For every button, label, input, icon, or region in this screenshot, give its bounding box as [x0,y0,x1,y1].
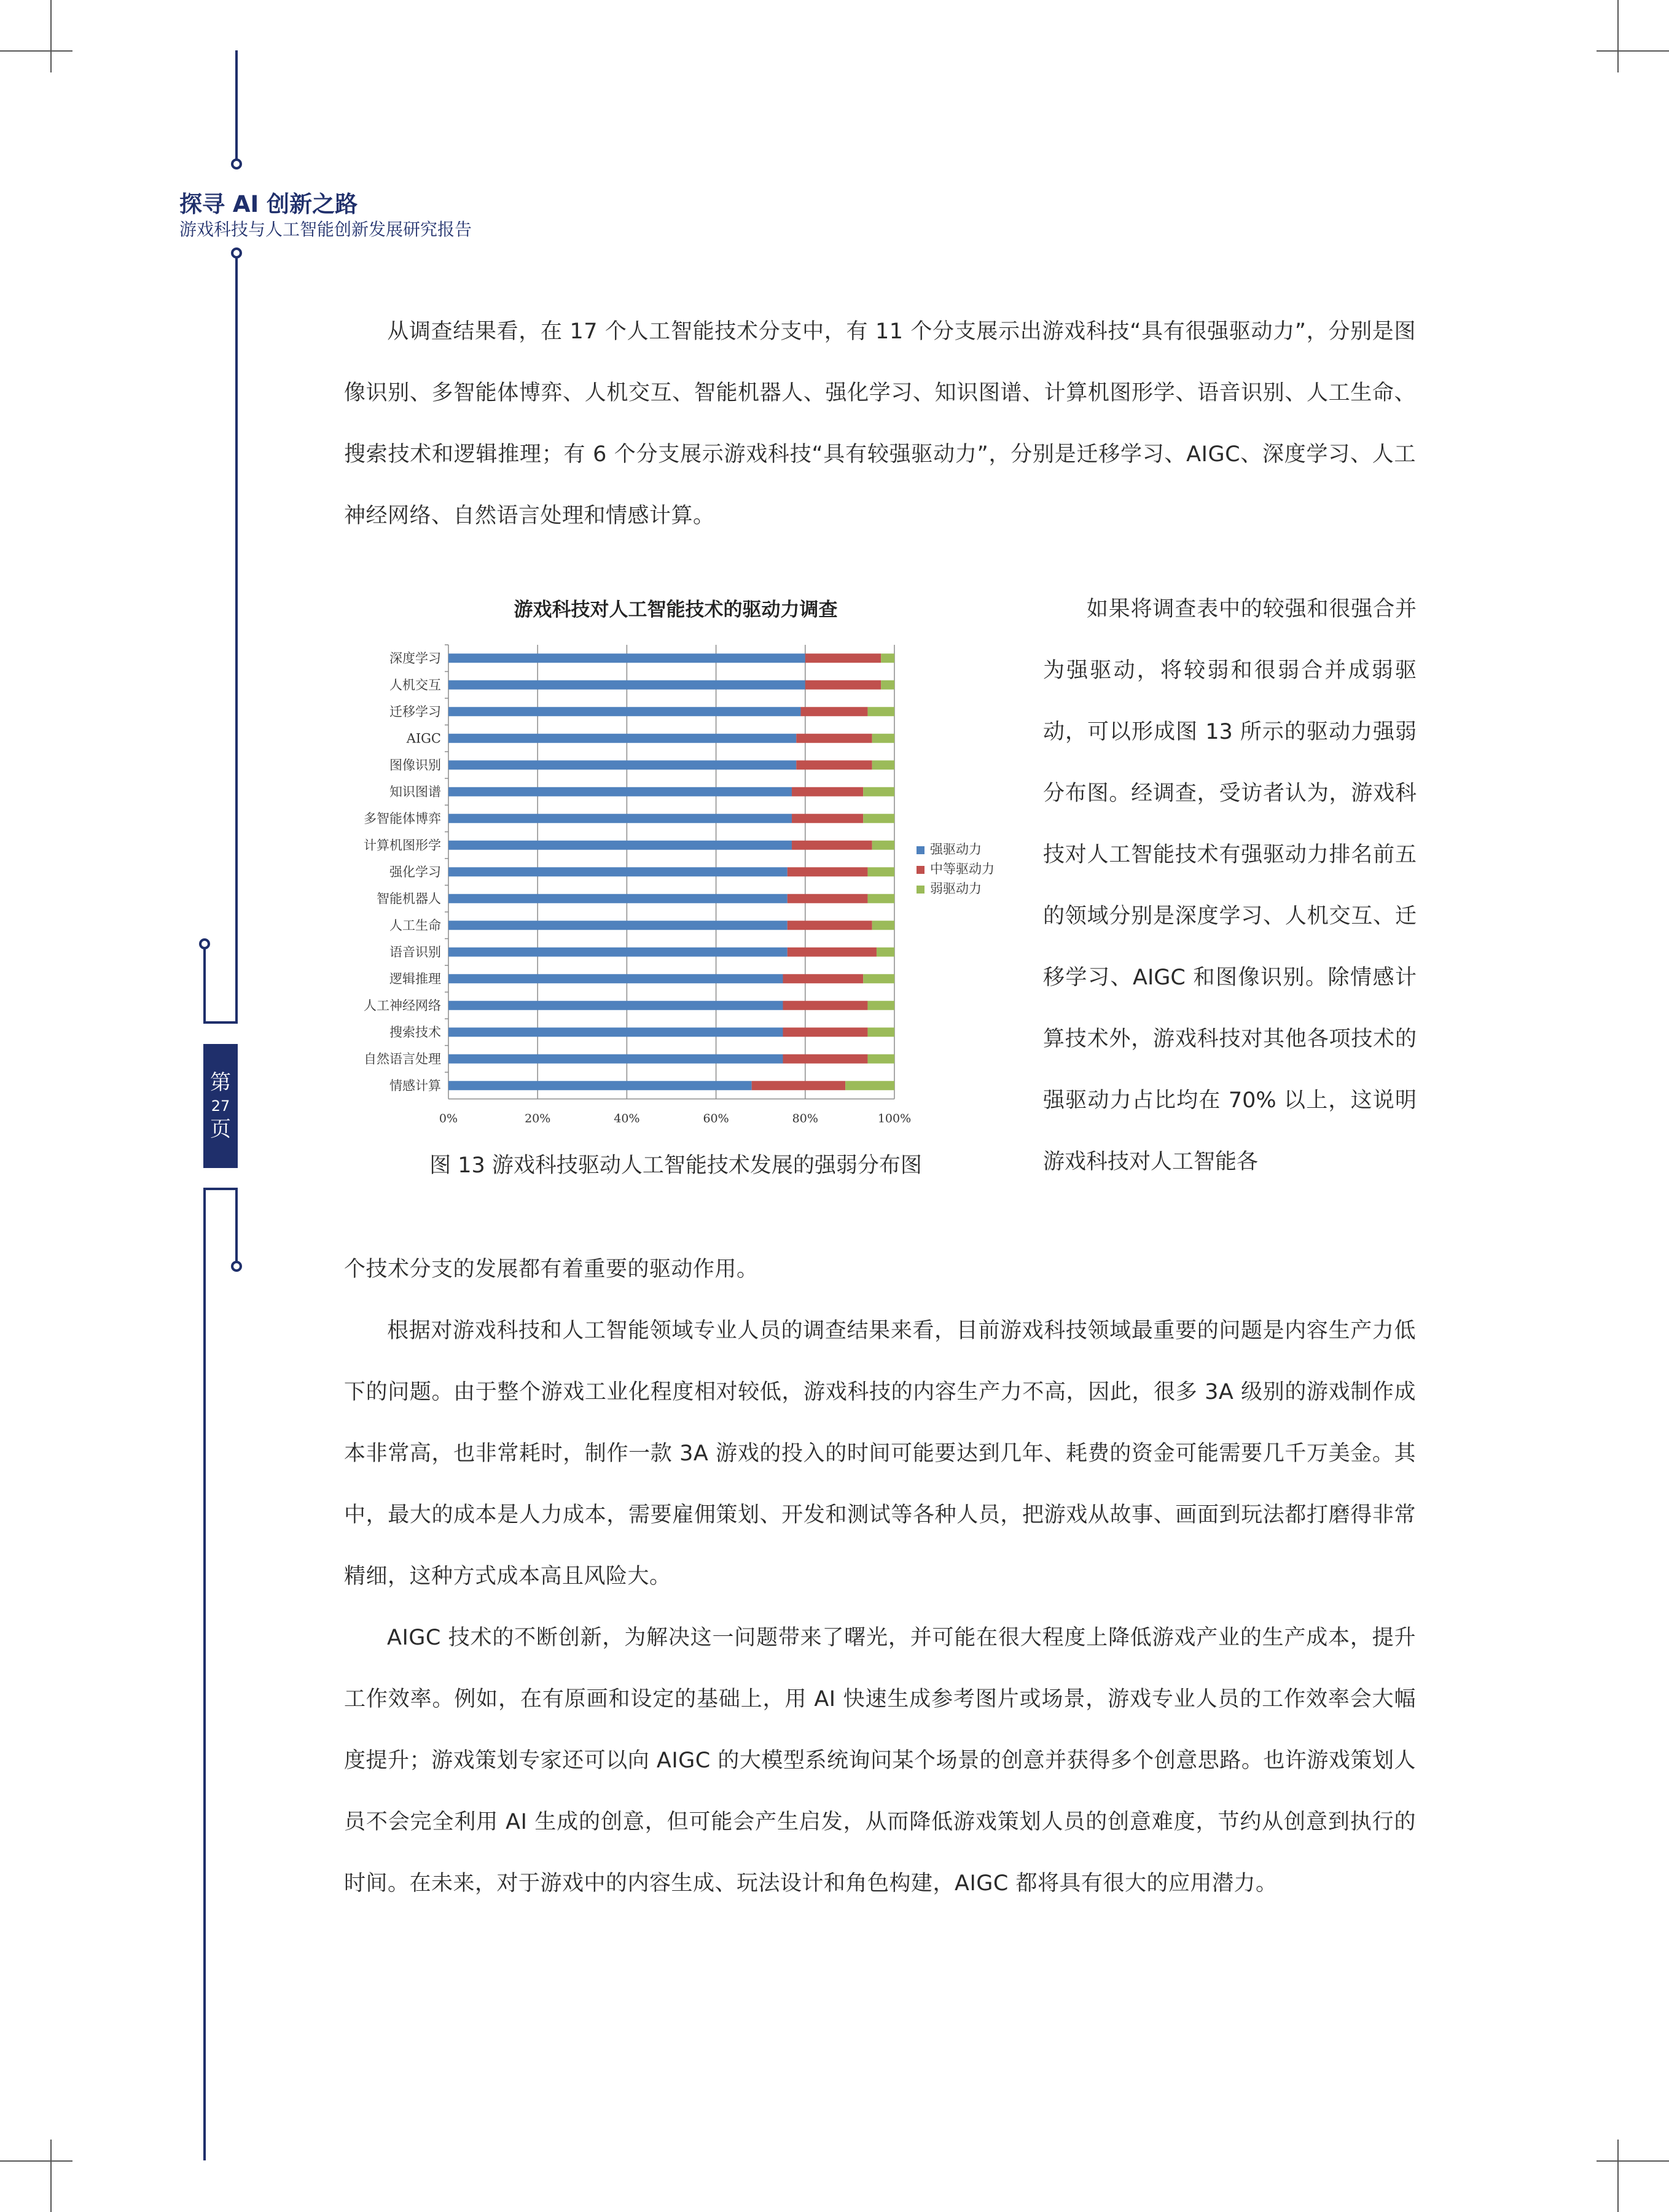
bar-segment [448,680,805,690]
header-title: 探寻 AI 创新之路 [179,191,358,217]
bar-segment [783,1054,868,1064]
x-tick-label: 20% [525,1112,551,1126]
legend-swatch [917,866,924,874]
bar-segment [448,948,788,957]
bar-segment [788,948,877,957]
paragraph-3 [344,1607,1416,1914]
bar-segment [752,1081,845,1090]
rail-line [235,258,238,1022]
paragraph-3-text: AIGC 技术的不断创新，为解决这一问题带来了曙光，并可能在很大程度上降低游戏产业的生产成本，提升工作效率。例如，在有原画和设定的基础上，用 AI 快速生成参考图片或场景，游戏专业人员的工作效率会大幅度提升；游戏策划专家还可以向 AIGC 的大模型系统询问某个场景的创意并获得多个创意思路。也许游戏策划人员不会完全利用 AI 生成的创意，但可能会产生启发，从而降低游戏策划人员的创意难度，节约从创意到执行的时间。在未来，对于游戏中的内容生成、玩法设计和角色构建，AIGC 都将具有很大的应用潜力。 [344,1626,1416,1896]
bar-segment [796,734,872,743]
bar-segment [783,1001,868,1010]
crop-mark [0,50,72,52]
rail-line [203,1021,238,1024]
x-tick-label: 100% [877,1112,912,1126]
bar-segment [448,921,788,930]
category-label: 知识图谱 [389,784,441,800]
rail-line [203,949,206,1022]
page-suffix: 页 [210,1117,231,1142]
category-label: AIGC [406,731,441,746]
bar-segment [881,680,894,690]
bar-segment [872,841,894,850]
category-label: 强化学习 [389,864,441,879]
category-label: 搜索技术 [389,1024,441,1040]
bar-segment [867,707,894,716]
legend-swatch [917,886,924,894]
bar-segment [788,867,868,876]
bar-segment [448,734,796,743]
bar-segment [448,787,792,796]
crop-mark [1617,0,1619,72]
bar-segment [448,894,788,903]
bar-segment [448,867,788,876]
page-number-tab [203,1044,238,1168]
rail-line [235,1188,238,1264]
paragraph-2-text: 根据对游戏科技和人工智能领域专业人员的调查结果来看，目前游戏科技领域最重要的问题是内容生产力低下的问题。由于整个游戏工业化程度相对较低，游戏科技的内容生产力不高，因此，很多 3A 级别的游戏制作成本非常高，也非常耗时，制作一款 3A 游戏的投入的时间可能要达到几年、耗费的资金可能需要几千万美金。其中，最大的成本是人力成本，需要雇佣策划、开发和测试等各种人员，把游戏从故事、画面到玩法都打磨得非常精细，这种方式成本高且风险大。 [344,1318,1416,1589]
bar-segment [783,1027,868,1037]
x-tick-label: 0% [439,1112,458,1126]
crop-mark [50,2140,52,2212]
bar-segment [448,1081,752,1090]
paragraph-1-text: 从调查结果看，在 17 个人工智能技术分支中，有 11 个分支展示出游戏科技“具有很强驱动力”，分别是图像识别、多智能体博弈、人机交互、智能机器人、强化学习、知识图谱、计算机图形学、语音识别、人工生命、搜索技术和逻辑推理；有 6 个分支展示游戏科技“具有较强驱动力”，分别是迁移学习、AIGC、深度学习、人工神经网络、自然语言处理和情感计算。 [344,319,1416,528]
x-tick-label: 60% [703,1112,729,1126]
bar-segment [792,841,872,850]
bar-segment [867,1001,894,1010]
crop-mark [1597,50,1669,52]
legend-swatch [917,846,924,854]
bar-segment [805,680,881,690]
bar-segment [788,921,872,930]
x-tick-label: 40% [614,1112,640,1126]
bar-segment [788,894,868,903]
rail-dot [199,938,210,949]
header-subtitle: 游戏科技与人工智能创新发展研究报告 [179,219,472,240]
bar-segment [872,760,894,769]
bar-segment [448,760,796,769]
bar-segment [872,921,894,930]
paragraph-1 [344,301,1416,547]
bar-segment [867,894,894,903]
crop-mark [1597,2160,1669,2162]
x-tick-label: 80% [792,1112,818,1126]
chart-title: 游戏科技对人工智能技术的驱动力调查 [514,599,838,621]
bar-segment [448,1027,783,1037]
paragraph-2 [344,1300,1416,1607]
rail-line [235,50,238,161]
category-label: 逻辑推理 [389,971,441,986]
bar-segment [792,787,863,796]
category-label: 情感计算 [389,1078,441,1093]
rail-dot [231,247,242,259]
bar-segment [448,974,783,983]
bar-segment [863,787,894,796]
crop-mark [1617,2140,1619,2212]
page-prefix: 第 [210,1070,231,1095]
bar-segment [863,814,894,823]
rail-dot [231,1261,242,1272]
bar-segment [801,707,868,716]
category-label: 人工神经网络 [364,998,441,1013]
paragraph-1-continued: 个技术分支的发展都有着重要的驱动作用。 [344,1257,759,1282]
bar-segment [448,841,792,850]
figure-caption: 图 13 游戏科技驱动人工智能技术发展的强弱分布图 [429,1153,922,1178]
rail-line [203,1189,206,2160]
legend-label: 中等驱动力 [930,862,995,876]
bar-segment [792,814,863,823]
bar-segment [863,974,894,983]
bar-segment [867,867,894,876]
category-label: 迁移学习 [389,704,441,719]
rail-dot [231,158,242,169]
legend-label: 强驱动力 [930,842,982,857]
category-label: 多智能体博弈 [364,811,441,826]
bar-segment [867,1054,894,1064]
bar-segment [877,948,894,957]
category-label: 计算机图形学 [364,838,441,853]
bar-segment [867,1027,894,1037]
category-label: 自然语言处理 [364,1051,441,1067]
page-number: 27 [211,1097,230,1115]
category-label: 深度学习 [389,650,441,666]
category-label: 智能机器人 [377,891,441,906]
side-paragraph [1043,578,1417,1193]
bar-segment [796,760,872,769]
rail-line [203,1188,238,1190]
bar-segment [448,1054,783,1064]
category-label: 图像识别 [389,757,441,773]
category-label: 人机交互 [389,677,441,693]
bar-segment [881,653,894,663]
category-label: 人工生命 [389,917,441,933]
bar-segment [448,707,801,716]
bar-segment [448,814,792,823]
crop-mark [0,2160,72,2162]
bar-segment [783,974,864,983]
bar-segment [448,653,805,663]
stacked-bar-chart [344,633,1032,1142]
crop-mark [50,0,52,72]
category-label: 语音识别 [389,944,441,960]
legend-label: 弱驱动力 [930,881,982,896]
bar-segment [448,1001,783,1010]
bar-segment [805,653,881,663]
bar-segment [872,734,894,743]
bar-segment [845,1081,894,1090]
side-paragraph-text: 如果将调查表中的较强和很强合并为强驱动，将较弱和很弱合并成弱驱动，可以形成图 13 所示的驱动力强弱分布图。经调查，受访者认为，游戏科技对人工智能技术有强驱动力排名前五的领域分别是深度学习、人机交互、迁移学习、AIGC 和图像识别。除情感计算技术外，游戏科技对其他各项技术的强驱动力占比均在 70% 以上，这说明游戏科技对人工智能各 [1043,597,1417,1174]
